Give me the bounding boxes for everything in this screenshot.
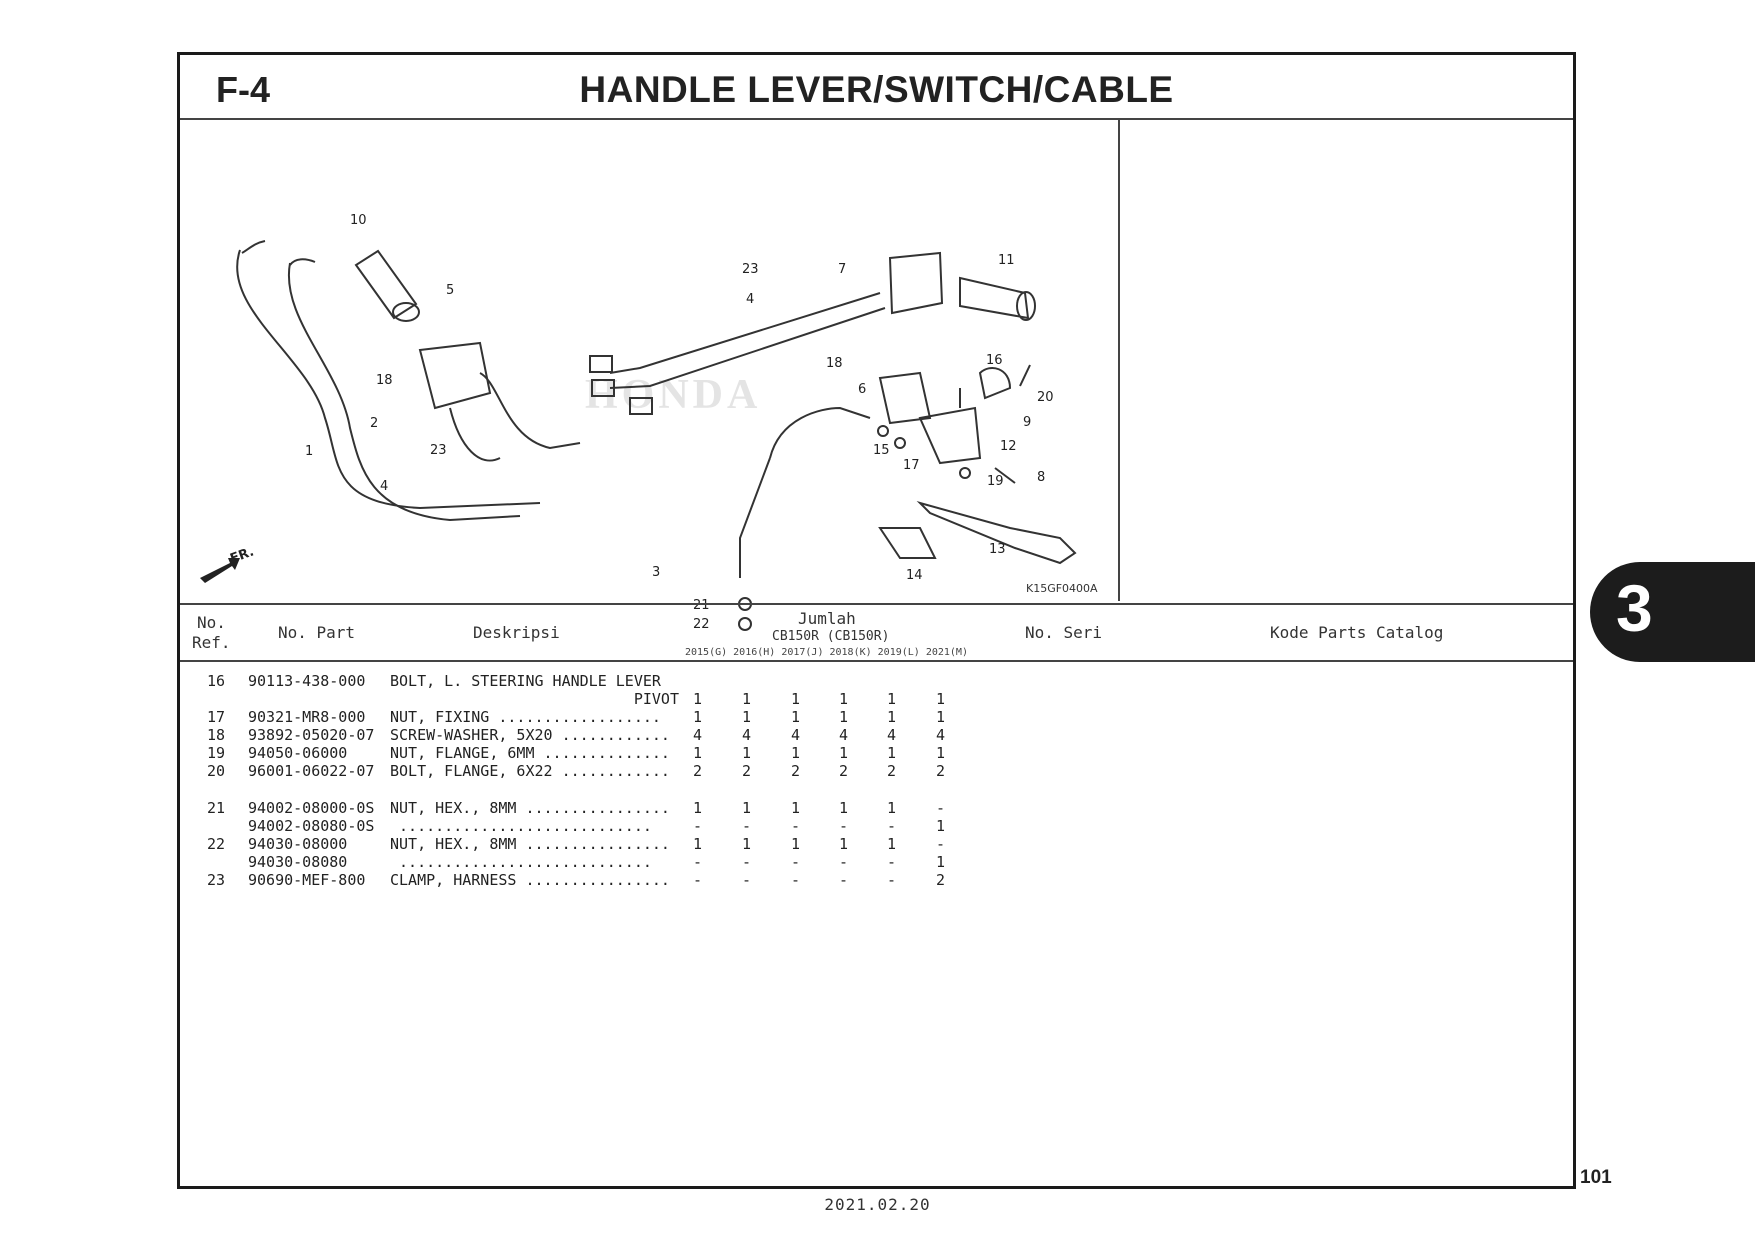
col-catalog: Kode Parts Catalog bbox=[1270, 623, 1444, 642]
watermark: HONDA bbox=[585, 372, 762, 418]
callout: 21 bbox=[693, 598, 710, 613]
callout: 8 bbox=[1037, 470, 1046, 485]
print-date: 2021.02.20 bbox=[824, 1195, 931, 1214]
callout: 9 bbox=[1023, 415, 1032, 430]
col-model: CB150R (CB150R) bbox=[772, 629, 890, 644]
callout: 18 bbox=[376, 373, 393, 388]
callout: 23 bbox=[742, 262, 759, 277]
callout: 20 bbox=[1037, 390, 1054, 405]
page-title: HANDLE LEVER/SWITCH/CABLE bbox=[579, 69, 1174, 110]
col-desc: Deskripsi bbox=[473, 623, 560, 642]
table-header bbox=[180, 603, 1573, 662]
callout: 17 bbox=[903, 458, 920, 473]
callout: 2 bbox=[370, 416, 379, 431]
page-header bbox=[180, 55, 1573, 120]
callout: 23 bbox=[430, 443, 447, 458]
callout: 12 bbox=[1000, 439, 1017, 454]
callout: 10 bbox=[350, 213, 367, 228]
callout: 4 bbox=[746, 292, 755, 307]
col-ref: No. bbox=[197, 613, 226, 632]
callout: 13 bbox=[989, 542, 1006, 557]
callout: 6 bbox=[858, 382, 867, 397]
figure-code: K15GF0400A bbox=[1026, 582, 1098, 595]
section-tab-number: 3 bbox=[1616, 571, 1653, 645]
callout: 14 bbox=[906, 568, 923, 583]
callout: 1 bbox=[305, 444, 314, 459]
callout: 16 bbox=[986, 353, 1003, 368]
col-qty: Jumlah bbox=[798, 609, 856, 628]
col-years: 2015(G) 2016(H) 2017(J) 2018(K) 2019(L) 2021(M) bbox=[685, 647, 968, 658]
page-frame: F-4 HANDLE LEVER/SWITCH/CABLE HONDA FR. 10 5 18 2 1 23 4 23 4 7 11 16 20 18 6 9 12 15 17 8 19 13 14 3 21 22 K15GF0400A No. Ref. No. Part Deskripsi Jumlah CB150R (CB150R) 2015(G) 2016(H) 2017(J) 2018(K) 2019(L) 2021(M) No. Seri Kode Parts Catalog 16 90113-438-000 BOLT, L. STEERING HANDLE LEVER PIVOT 1 1 1 1 1 1 17 90321-MR8-000 NUT, FIXING .................. 1 1 1 1 1 1 18 93892-05020-07 SCREW-WASHER, 5X20 ............ 4 4 4 4 4 4 19 94050-06000 NUT, FLANGE, 6MM .............. 1 1 1 1 1 1 20 96001-06022-07 BOLT, FLANGE, 6X22 ............ 2 2 2 2 2 2 21 94002-08000-0S NUT, HEX., 8MM ................ 1 1 1 1 1 - 94002-08080-0S ............................ - - - - - 1 22 94030-08000 NUT, HEX., 8MM ................ 1 1 1 1 1 - 94030-08080 ............................ - - - - - 1 23 90690-MEF-800 CLAMP, HARNESS ................ - - - - - 2 bbox=[177, 52, 1576, 1189]
callout: 11 bbox=[998, 253, 1015, 268]
callout: 15 bbox=[873, 443, 890, 458]
page-number: 101 bbox=[1580, 1167, 1612, 1188]
callout: 7 bbox=[838, 262, 847, 277]
callout: 5 bbox=[446, 283, 455, 298]
section-tab bbox=[1590, 562, 1755, 662]
callout: 18 bbox=[826, 356, 843, 371]
callout: 3 bbox=[652, 565, 661, 580]
callout: 22 bbox=[693, 617, 710, 632]
fr-label: FR. bbox=[228, 544, 256, 567]
col-ref-2: Ref. bbox=[192, 633, 231, 652]
section-code: F-4 bbox=[216, 69, 270, 110]
callout: 19 bbox=[987, 474, 1004, 489]
col-part: No. Part bbox=[278, 623, 356, 642]
col-serial: No. Seri bbox=[1025, 623, 1103, 642]
callout: 4 bbox=[380, 479, 389, 494]
